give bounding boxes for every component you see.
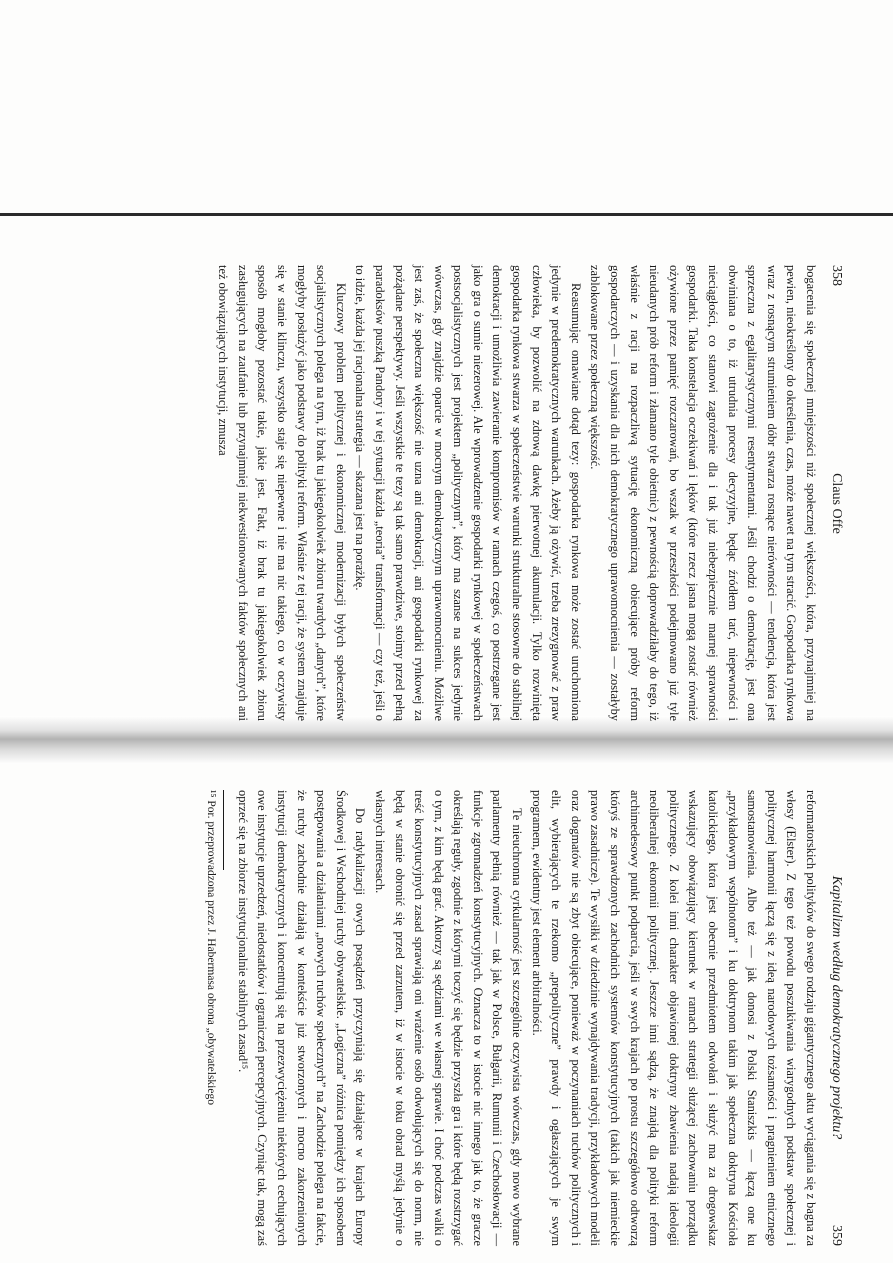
paragraph: bogacenia się społecznej mniejszości niż społecznej większości, która, przynajmniej na pewien, nieokreślony do określenia, czas, może nawet na tym stracić. Gospodarka rynkowa wraz z rosnącym strumieniem dóbr stwarza rosnące nierówności — tendencja, która jest sprzeczna z egalitarystycznymi resentymentami. Jeśli chodzi o demokrację, jest ona obwiniana o to, iż utrudnia procesy decyzyjne, będąc źródłem tarć, niepewności i nieciągłości, co stanowi zagrożenie dla i tak już niebezpiecznie marnej sprawności gospodarki. Taka konstelacja oczekiwań i lęków (które rzecz jasna mogą zostać również ożywione przez pamięć rozczarowań, bo wszak w przeszłości podejmowano już tyle nieudanych prób reform i złamano tyle obietnic) z pewnością doprowadziłaby do tego, iż właśnie z racji na rozpaczliwą sytuację ekonomiczną obiecujące próby reform gospodarczych — i uzyskania dla nich demokratycznego uprawomocnienia — zostałyby zablokowane przez społeczną większość. xyxy=(588,265,818,721)
footnote: ¹⁵ Por. przeprowadzona przez J. Habermasa obrona „obywatelskiego xyxy=(205,790,218,1105)
right-running-head xyxy=(828,790,844,1246)
left-page xyxy=(216,265,844,721)
paragraph: Reasumując omawiane dotąd tezy: gospodarka rynkowa może zostać uruchomiona jedynie w predemokratycznych warunkach. Ażeby ją ożywić, trzeba zrezygnować z praw człowieka, by pozwolić na zdrową dawkę pierwotnej akumulacji. Tylko rozwinięta gospodarka rynkowa stwarza w społeczeństwie warunki strukturalne stosowne do stabilnej demokracji i umożliwia zawieranie kompromisów w ramach czegoś, co postrzegane jest jako gra o sumie niezerowej. Ale wprowadzenie gospodarki rynkowej w społeczeństwach postsocjalistycznych jest projektem „politycznym”, który ma szanse na sukces jedynie wówczas, gdy znajdzie oparcie w mocnym demokratycznym uprawomocnieniu. Możliwe jest zaś, że społeczna większość nie uzna ani demokracji, ani gospodarki rynkowej za pożądane perspektywy. Jeśli wszystkie te tezy są tak samo prawdziwe, stoimy przed pełną paradoksów puszką Pandory i w tej sytuacji każda „teoria” transformacji — czy też, jeśli o to idzie, każda jej racjonalna strategia — skazana jest na porażkę. xyxy=(353,265,583,721)
right-body-text xyxy=(232,790,820,1246)
paragraph: Te nieuchronna cyrkularność jest szczególnie oczywista wówczas, gdy nowo wybrane parlamenty pełnią również — tak jak w Polsce, Bułgarii, Rumunii i Czechosłowacji — funkcje zgromadzeń konstytucyjnych. Oznacza to w istocie nic innego jak to, że gracze określają reguły, zgodnie z którymi toczyć się będzie przyszła gra i które będą rozstrzygać o tym, z kim będą grać. Aktorzy są sędziami we własnej sprawie. I choć podczas walki o treść konstytucyjnych zasad sprawiają oni wrażenie osób odwołujących się do norm, nie będą w stanie obronić się przed zarzutem, iż w istocie w toku obrad myślą jedynie o własnych interesach. xyxy=(372,790,525,1246)
right-page-number: 359 xyxy=(829,1225,844,1246)
left-running-head xyxy=(828,265,844,721)
right-running-title: Kapitalizm według demokratycznego projektu? xyxy=(829,875,844,1140)
left-running-title: Claus Offe xyxy=(829,473,844,534)
paragraph: Kluczowy problem politycznej i ekonomicznej modernizacji byłych społeczeństw socjalistycznych polega na tym, iż brak tu jakiegokolwiek zbioru twardych „danych”, które mogłyby posłużyć jako podstawy do polityki reform. Właśnie z tej racji, że system znajduje się w stanie klinczu, wszystko staje się niepewne i nie ma nic takiego, co w oczywisty sposób mogłoby pozostać takie, jakie jest. Fakt, iż brak tu jakiegokolwiek zbioru zasługujących na zaufanie lub przynajmniej niekwestionowanych faktów społecznych ani też obowiązujących instytucji, zmusza xyxy=(216,265,348,721)
left-body-text xyxy=(213,265,820,721)
footnote-divider xyxy=(223,790,224,870)
paragraph: Do radykalizacji owych posądzeń przyczyniają się działające w krajach Europy Środkowej i Wschodniej ruchy obywatelskie. „Logiczna” różnica pomiędzy ich sposobem postępowania a działaniami „nowych ruchów społecznych” na Zachodzie polega na fakcie, że ruchy zachodnie działają w kontekście już stworzonych i mocno zakorzenionych instytucji demokratycznych i koncentrują się na przezwyciężeniu niektórych cechujących owe instytucje uprzedzeń, niedostatków i ograniczeń percepcyjnych. Czyniąc tak, mogą zaś oprzeć się na zbiorze instytucjonalnie stabilnych zasad¹⁵. xyxy=(235,790,368,1246)
book-spine-shadow xyxy=(0,716,893,764)
scan-edge-line xyxy=(0,213,893,216)
right-page xyxy=(205,790,844,1246)
paragraph: reformatorskich polityków do swego rodzaju gigantycznego aktu wyciągania się z bagna za włosy (Elster). Z tego też powodu poszukiwania wiarygodnych podstaw społecznej i politycznej harmonii łączą się z ideą narodowych tożsamości i pragnieniem etnicznego samostanowienia. Albo też — jak donosi z Polski Staniszkis — łączą one ku „przykładowym wspólnotom” i ku doktrynom takim jak społeczna doktryna Kościoła katolickiego, która jest obecnie przedmiotem odwołań i służyć ma za drogowskaz wskazujący obowiązujący kierunek w ramach strategii służącej zachowaniu porządku politycznego. Z kolei inni charakter objawionej doktryny zbawienia nadają ideologii neoliberalnej ekonomii politycznej. Jeszcze inni sądzą, że znajdą dla polityki reform archimedesowy punkt podparcia, jeśli w swych krajach po prostu szczegółowo odtworzą któryś ze sprawdzonych zachodnich systemów konstytucyjnych (takich jak niemieckie prawo zasadnicze). Te wysiłki w dziedzinie wynajdywania tradycji, przykładowych modeli oraz dogmatów nie są zbyt obiecujące, ponieważ w poczynaniach ruchów politycznych i elit, wybierających te rzekomo „prepolityczne” prawdy i ogłaszających je swym programem, ewidentny jest element arbitralności. xyxy=(529,790,818,1246)
left-page-number: 358 xyxy=(829,265,844,286)
